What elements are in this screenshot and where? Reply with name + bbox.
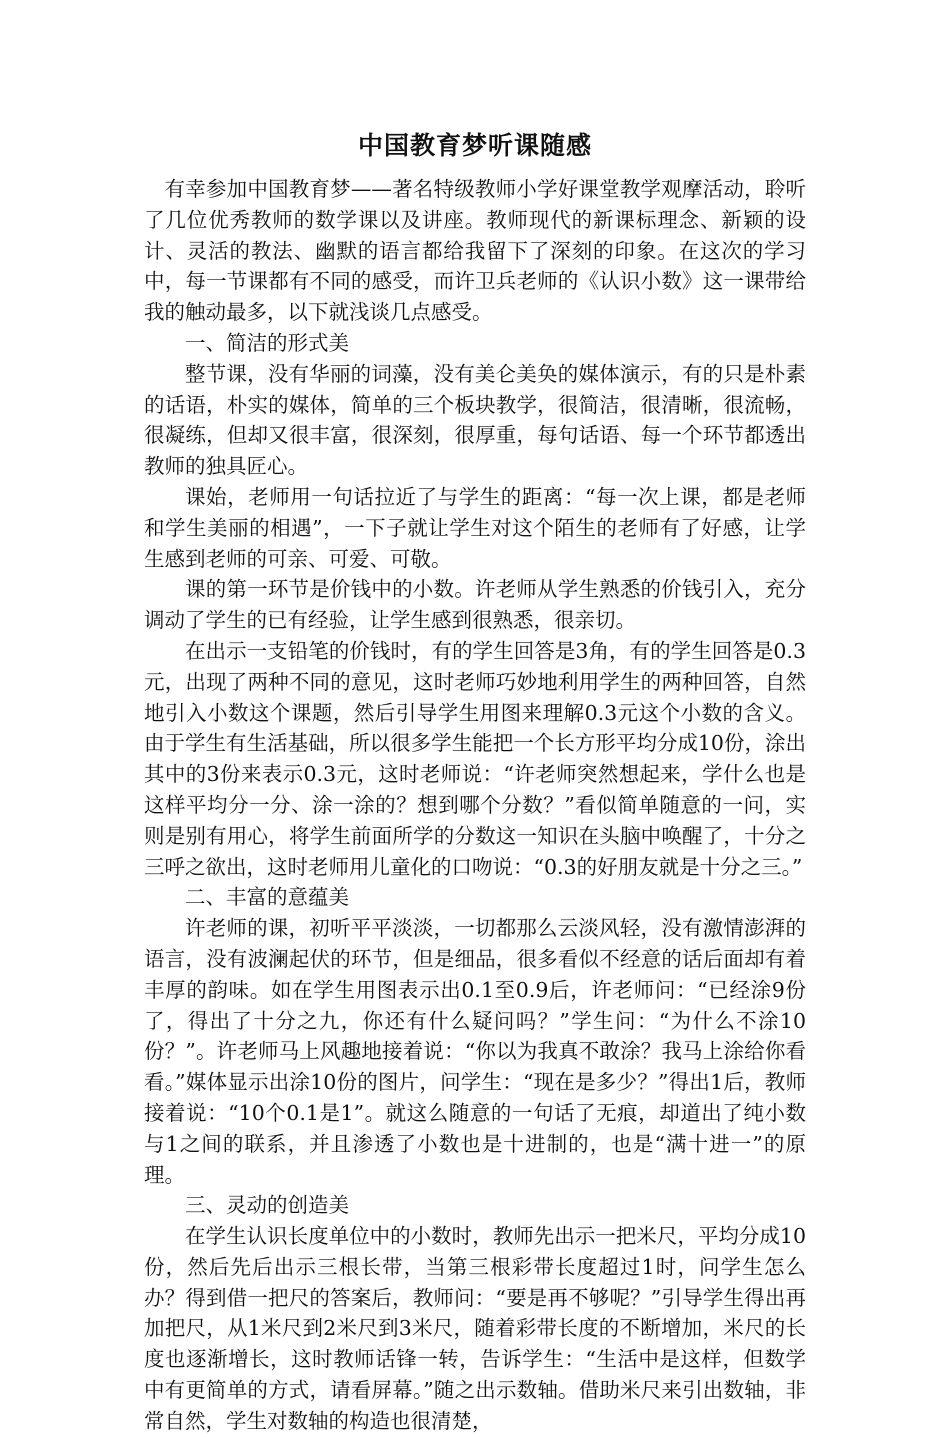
intro-paragraph: 有幸参加中国教育梦——著名特级教师小学好课堂教学观摩活动，聆听了几位优秀教师的数学课以及讲座。教师现代的新课标理念、新颖的设计、灵活的教法、幽默的语言都给我留下了深刻的印象。在这次的学习中，每一节课都有不同的感受，而许卫兵老师的《认识小数》这一课带给我的触动最多，以下就浅谈几点感受。 — [144, 177, 806, 325]
paragraph: 整节课，没有华丽的词藻，没有美仑美奂的媒体演示，有的只是朴素的话语，朴实的媒体，简单的三个板块教学，很简洁，很清晰，很流畅，很凝练，但却又很丰富，很深刻，很厚重，每句话语、每一个环节都透出教师的独具匠心。 — [144, 361, 806, 479]
document-page — [144, 128, 806, 1437]
paragraph: 课的第一环节是价钱中的小数。许老师从学生熟悉的价钱引入，充分调动了学生的已有经验，让学生感到很熟悉，很亲切。 — [144, 577, 806, 633]
paragraph: 许老师的课，初听平平淡淡，一切都那么云淡风轻，没有激情澎湃的语言，没有波澜起伏的环节，但是细品，很多看似不经意的话后面却有着丰厚的韵味。如在学生用图表示出0.1至0.9后，许老师问：“已经涂9份了，得出了十分之九，你还有什么疑问吗？”学生问：“为什么不涂10份？”。许老师马上风趣地接着说：“你以为我真不敢涂？我马上涂给你看看。”媒体显示出涂10份的图片，问学生：“现在是多少？”得出1后，教师接着说：“10个0.1是1”。就这么随意的一句话了无痕，却道出了纯小数与1之间的联系，并且渗透了小数也是十进制的，也是“满十进一”的原理。 — [144, 916, 806, 1187]
document-title: 中国教育梦听课随感 — [357, 131, 592, 160]
paragraph: 在学生认识长度单位中的小数时，教师先出示一把米尺，平均分成10份，然后先后出示三根长带，当第三根彩带长度超过1时，问学生怎么办？得到借一把尺的答案后，教师问：“要是再不够呢？”引导学生得出再加把尺，从1米尺到2米尺到3米尺，随着彩带长度的不断增加，米尺的长度也逐渐增长，这时教师话锋一转，告诉学生：“生活中是这样，但数学中有更简单的方式，请看屏幕。”随之出示数轴。借助米尺来引出数轴，非常自然，学生对数轴的构造也很清楚， — [144, 1224, 806, 1433]
paragraph: 课始，老师用一句话拉近了与学生的距离：“每一次上课，都是老师和学生美丽的相遇”，一下子就让学生对这个陌生的老师有了好感，让学生感到老师的可亲、可爱、可敬。 — [144, 484, 806, 571]
paragraph: 在出示一支铅笔的价钱时，有的学生回答是3角，有的学生回答是0.3元，出现了两种不同的意见，这时老师巧妙地利用学生的两种回答，自然地引入小数这个课题，然后引导学生用图来理解0.3元这个小数的含义。由于学生有生活基础，所以很多学生能把一个长方形平均分成10份，涂出其中的3份来表示0.3元，这时老师说：“许老师突然想起来，学什么也是这样平均分一分、涂一涂的？想到哪个分数？”看似简单随意的一问，实则是别有用心，将学生前面所学的分数这一知识在头脑中唤醒了，十分之三呼之欲出，这时老师用儿童化的口吻说：“0.3的好朋友就是十分之三。” — [144, 638, 806, 879]
section-heading-2: 二、丰富的意蕴美 — [185, 885, 349, 910]
section-heading-1: 一、简洁的形式美 — [185, 330, 349, 355]
section-heading-3: 三、灵动的创造美 — [185, 1193, 349, 1218]
